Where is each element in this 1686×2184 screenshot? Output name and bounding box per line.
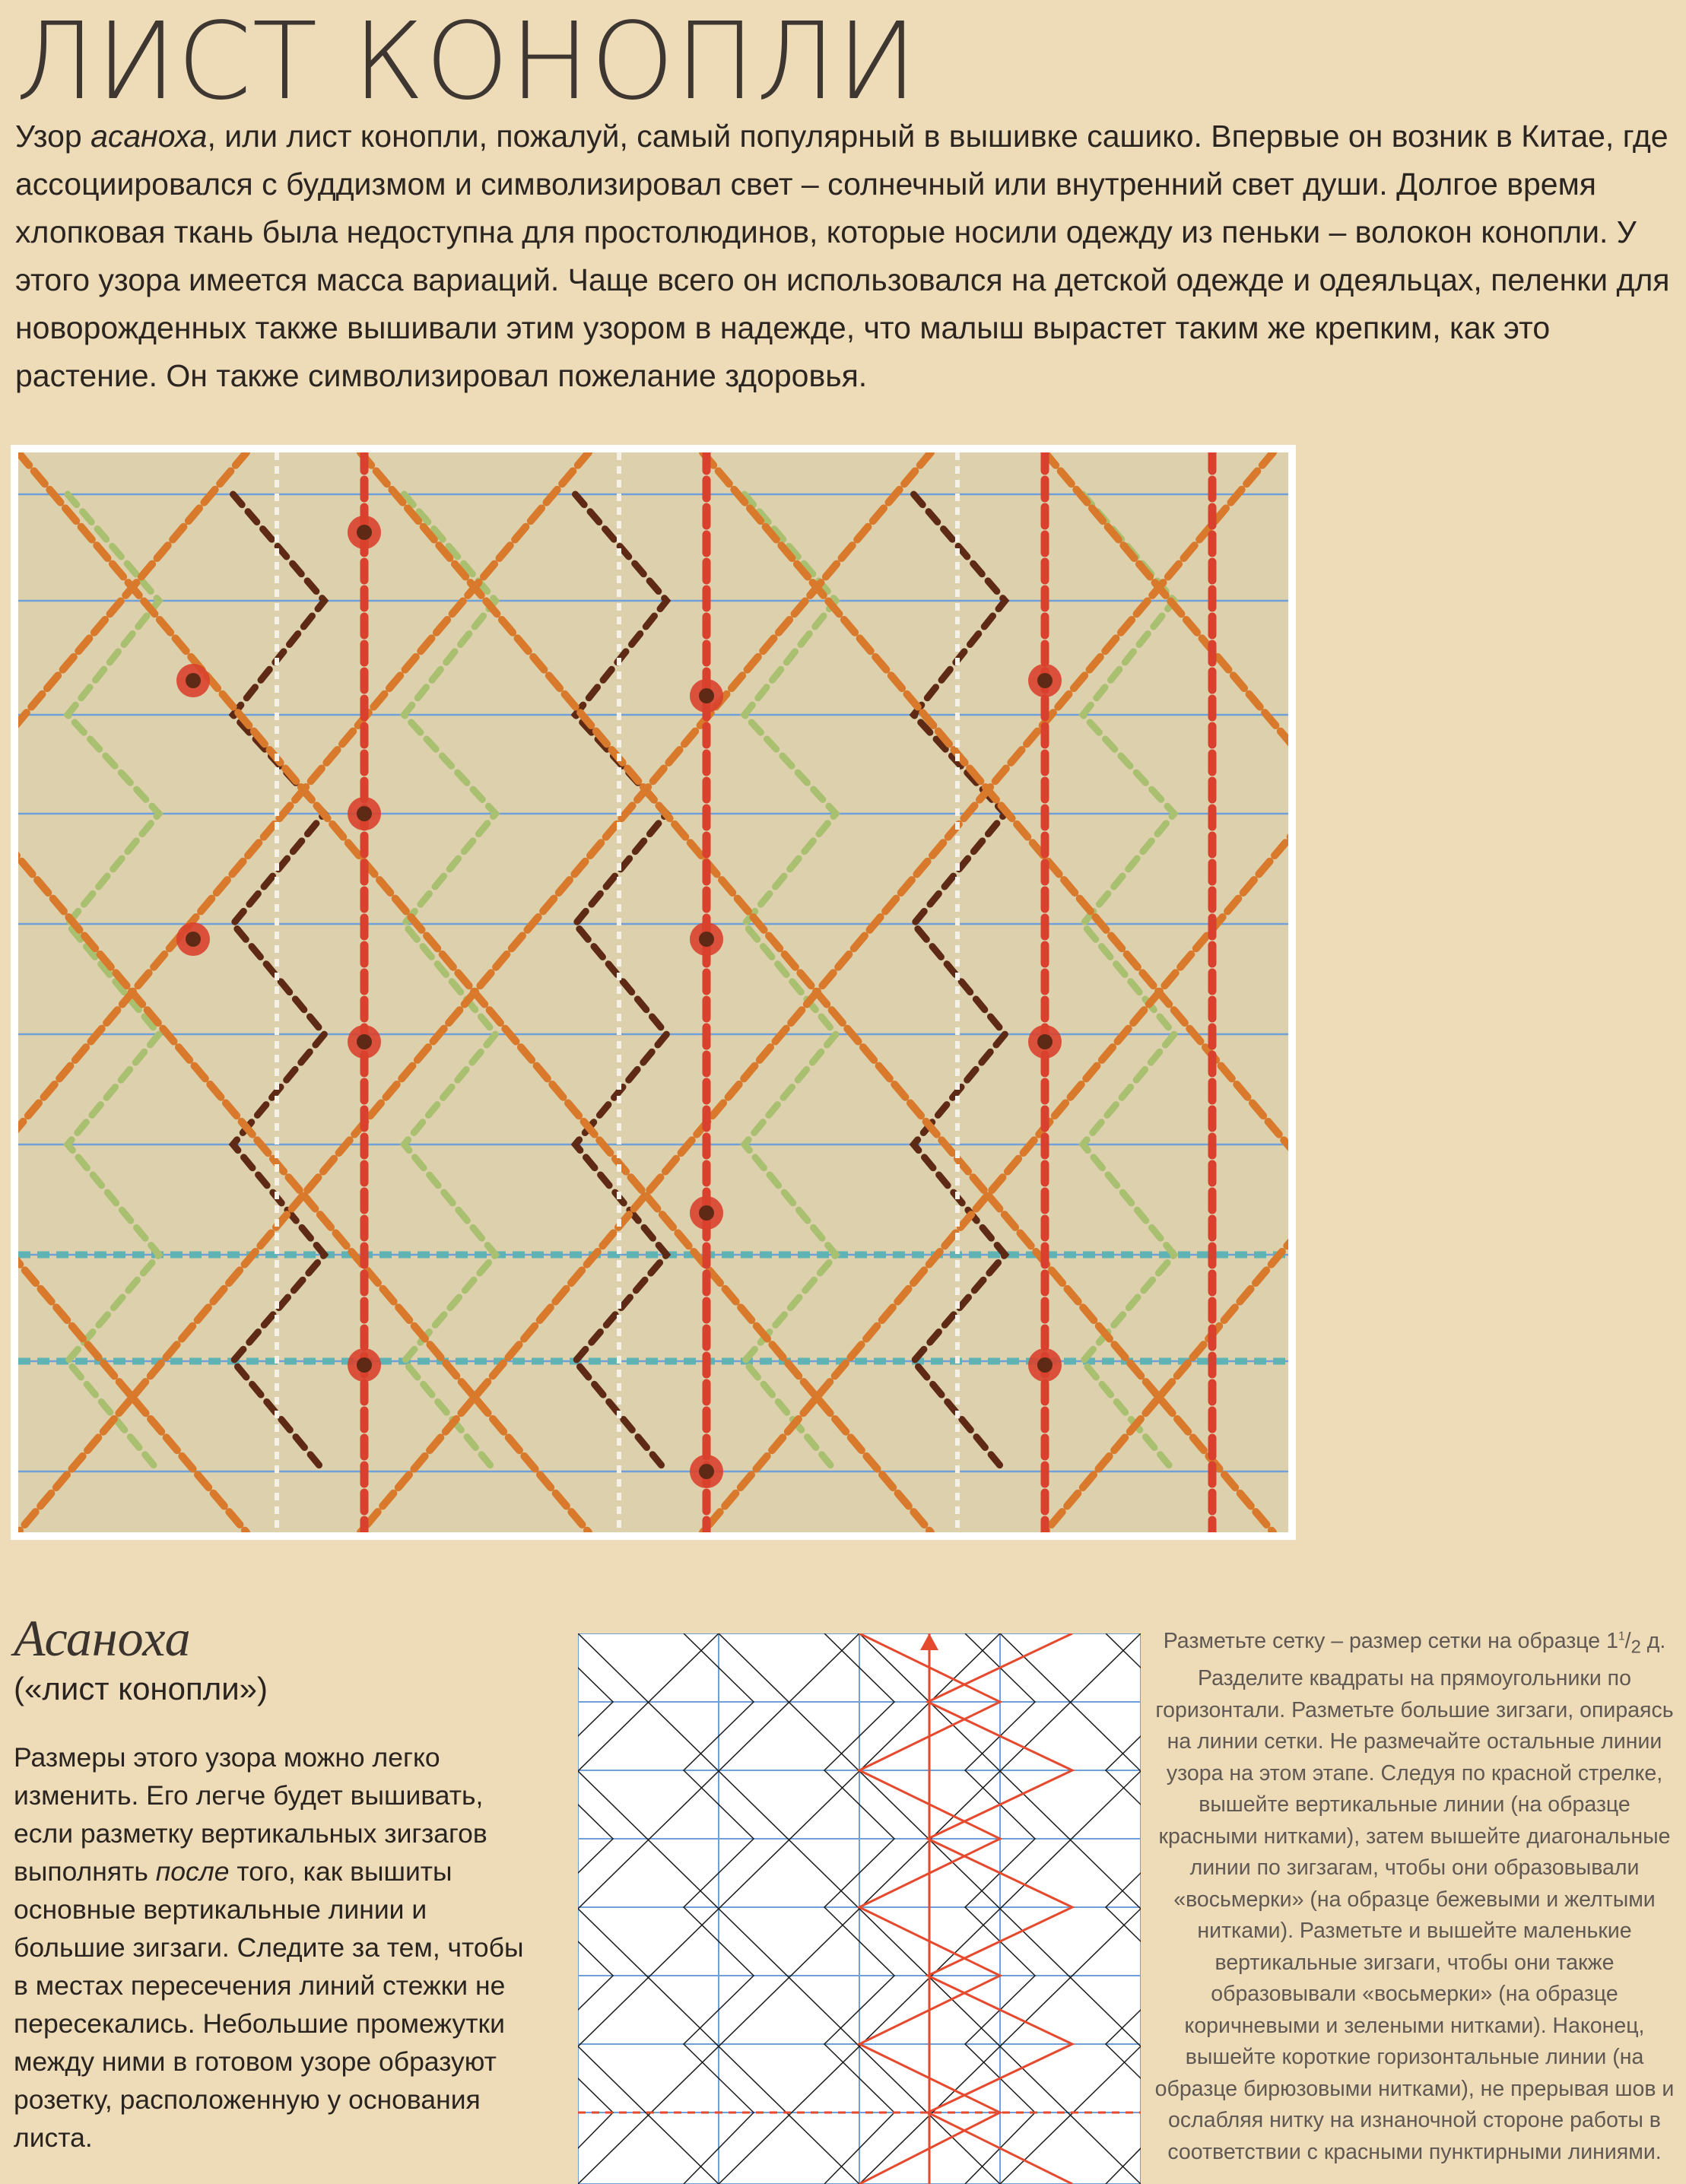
section-title: Асаноха <box>14 1609 191 1667</box>
left-text-rest: того, как вышиты основные вертикальные линии и большие зигзаги. Следите за тем, чтобы в местах пересечения линий стежки не пересекались. Небольшие промежутки между ними в готовом узоре образуют розетку, расположенную у основания листа. <box>14 1856 524 2153</box>
section-caption: («лист конопли») <box>14 1671 268 1706</box>
left-text-start: Размеры этого узора можно легко изменить. Его легче будет вышивать, если разметку вертикальных зигзагов выполнять <box>14 1742 487 1887</box>
instructions-right: Разметьте сетку – размер сетки на образце $1^1/_2$ д. Разделите квадраты на прямоугольники по горизонтали. Разметьте большие зигзаги, опираясь на линии сетки. Не размечайте остальные линии узора на этом этапе. Следуя по красной стрелке, вышейте вертикальные линии (на образце красными нитками), затем вышейте диагональные линии по зигзагам, чтобы они образовывали «восьмерки» (на образце бежевыми и желтыми нитками). Разметьте и вышейте маленькие вертикальные зигзаги, чтобы они также образовывали «восьмерки» (на образце коричневыми и зелеными нитками). Наконец, вышейте короткие горизонтальные линии (на образце бирюзовыми нитками), не прерывая шов и ослабляя нитку на изнаночной стороне работы в соответствии с красными пунктирными линиями. <box>1154 1629 1675 2164</box>
left-text-emphasis: после <box>155 1856 230 1887</box>
page-title: ЛИСТ КОНОПЛИ <box>15 0 918 124</box>
intro-text-start: Узор <box>15 119 91 154</box>
fraction-denominator: 2 <box>1630 1636 1641 1658</box>
embroidery-photo <box>11 445 1296 1540</box>
rosette-center-0 <box>357 525 372 540</box>
intro-term: асаноха <box>90 119 208 154</box>
intro-paragraph <box>15 113 1673 400</box>
pattern-diagram <box>578 1633 1141 2184</box>
rosette-center-7 <box>357 1034 372 1049</box>
instructions-left <box>14 1738 531 2157</box>
rosette-center-4 <box>1037 673 1053 688</box>
right-text-rest: д. Разделите квадраты на прямоугольники по горизонтали. Разметьте большие зигзаги, опираясь на линии сетки. Не размечайте остальные линии узора на этом этапе. Следуя по красной стрелке, вышейте вертикальные линии (на образце красными нитками), затем вышейте диагональные линии по зигзагам, чтобы они образовывали «восьмерки» (на образце бежевыми и желтыми нитками). Разметьте и вышейте маленькие вертикальные зигзаги, чтобы они также образовывали «восьмерки» (на образце коричневыми и зелеными нитками). Наконец, вышейте короткие горизонтальные линии (на образце бирюзовыми нитками), не прерывая шов и ослабляя нитку на изнаночной стороне работы в соответствии с красными пунктирными линиями. <box>1154 1629 1675 2164</box>
rosette-center-9 <box>699 1205 714 1221</box>
rosette-center-6 <box>699 932 714 947</box>
asanoha-stitch-diagram <box>578 1633 1141 2184</box>
rosette-center-11 <box>1037 1357 1053 1373</box>
right-text-start: Разметьте сетку – размер сетки на образце 1 <box>1163 1629 1618 1653</box>
rosette-center-8 <box>1037 1034 1053 1049</box>
rosette-center-5 <box>186 932 201 947</box>
rosette-center-10 <box>357 1357 372 1373</box>
rosette-center-2 <box>699 688 714 703</box>
intro-text-rest: , или лист конопли, пожалуй, самый популярный в вышивке сашико. Впервые он возник в Китае, где ассоциировался с буддизмом и символизировал свет – солнечный или внутренний свет души. Долгое время хлопковая ткань была недоступна для простолюдинов, которые носили одежду из пеньки – волокон конопли. У этого узора имеется масса вариаций. Чаще всего он использовался на детской одежде и одеяльцах, пеленки для новорожденных также вышивали этим узором в надежде, что малыш вырастет таким же крепким, как это растение. Он также символизировал пожелание здоровья. <box>15 119 1670 393</box>
fraction-numerator: 1 <box>1618 1630 1625 1643</box>
rosette-center-3 <box>357 806 372 821</box>
asanoha-embroidery-illustration <box>18 452 1288 1532</box>
rosette-center-1 <box>186 673 201 688</box>
rosette-center-12 <box>699 1464 714 1479</box>
